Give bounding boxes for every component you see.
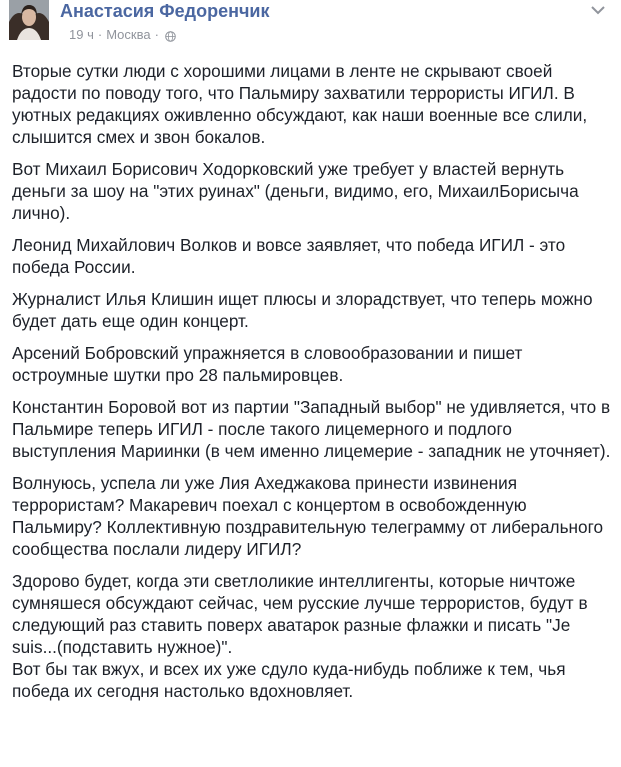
post-location[interactable]: Москва <box>106 27 151 42</box>
post-header <box>0 0 621 48</box>
post-paragraph: Волнуюсь, успела ли уже Лия Ахеджакова принести извинения террористам? Макаревич поехал с концертом в освобожденную Пальмиру? Коллективную поздравительную телеграмму от либерального сообщества послали лидеру ИГИЛ? <box>12 473 604 559</box>
post-paragraph: Вот Михаил Борисович Ходорковский уже требует у властей вернуть деньги за шоу на "этих руинах" (деньги, видимо, его, МихаилБорисыча лично). <box>12 159 579 223</box>
post-paragraph: Здорово будет, когда эти светлоликие интеллигенты, которые ничтоже сумняшеся обсуждают сейчас, чем русские лучше террористов, будут в следующий раз ставить поверх аватарок разные флажки и писать "Je suis...(подставить нужное)". Вот бы так вжух, и всех их уже сдуло куда-нибудь поближе к тем, чья победа их сегодня настолько вдохновляет. <box>12 571 588 701</box>
post-paragraph: Леонид Михайлович Волков и вовсе заявляет, что победа ИГИЛ - это победа России. <box>12 235 566 277</box>
author-name[interactable]: Анастасия Федоренчик <box>60 1 270 21</box>
meta-separator: · <box>154 27 159 42</box>
post-paragraph: Константин Боровой вот из партии "Западный выбор" не удивляется, что в Пальмире теперь ИГИЛ - после такого лицемерного и подлого выступления Мариинки (в чем именно лицемерие - западник не уточняет). <box>12 397 611 461</box>
post-body <box>12 60 612 712</box>
post-time[interactable]: 19 ч <box>69 27 94 42</box>
post-paragraph: Журналист Илья Клишин ищет плюсы и злорадствует, что теперь можно будет дать еще один концерт. <box>12 289 593 331</box>
chevron-down-icon[interactable] <box>591 2 605 12</box>
globe-icon <box>165 30 176 41</box>
avatar[interactable] <box>9 0 49 40</box>
post-meta <box>69 27 176 43</box>
post-paragraph: Вторые сутки люди с хорошими лицами в ленте не скрывают своей радости по поводу того, что Пальмиру захватили террористы ИГИЛ. В уютных редакциях оживленно обсуждают, как наши военные все слили, слышится смех и звон бокалов. <box>12 61 588 147</box>
post-paragraph: Арсений Бобровский упражняется в словообразовании и пишет остроумные шутки про 28 пальмировцев. <box>12 343 523 385</box>
meta-separator: · <box>97 27 103 42</box>
